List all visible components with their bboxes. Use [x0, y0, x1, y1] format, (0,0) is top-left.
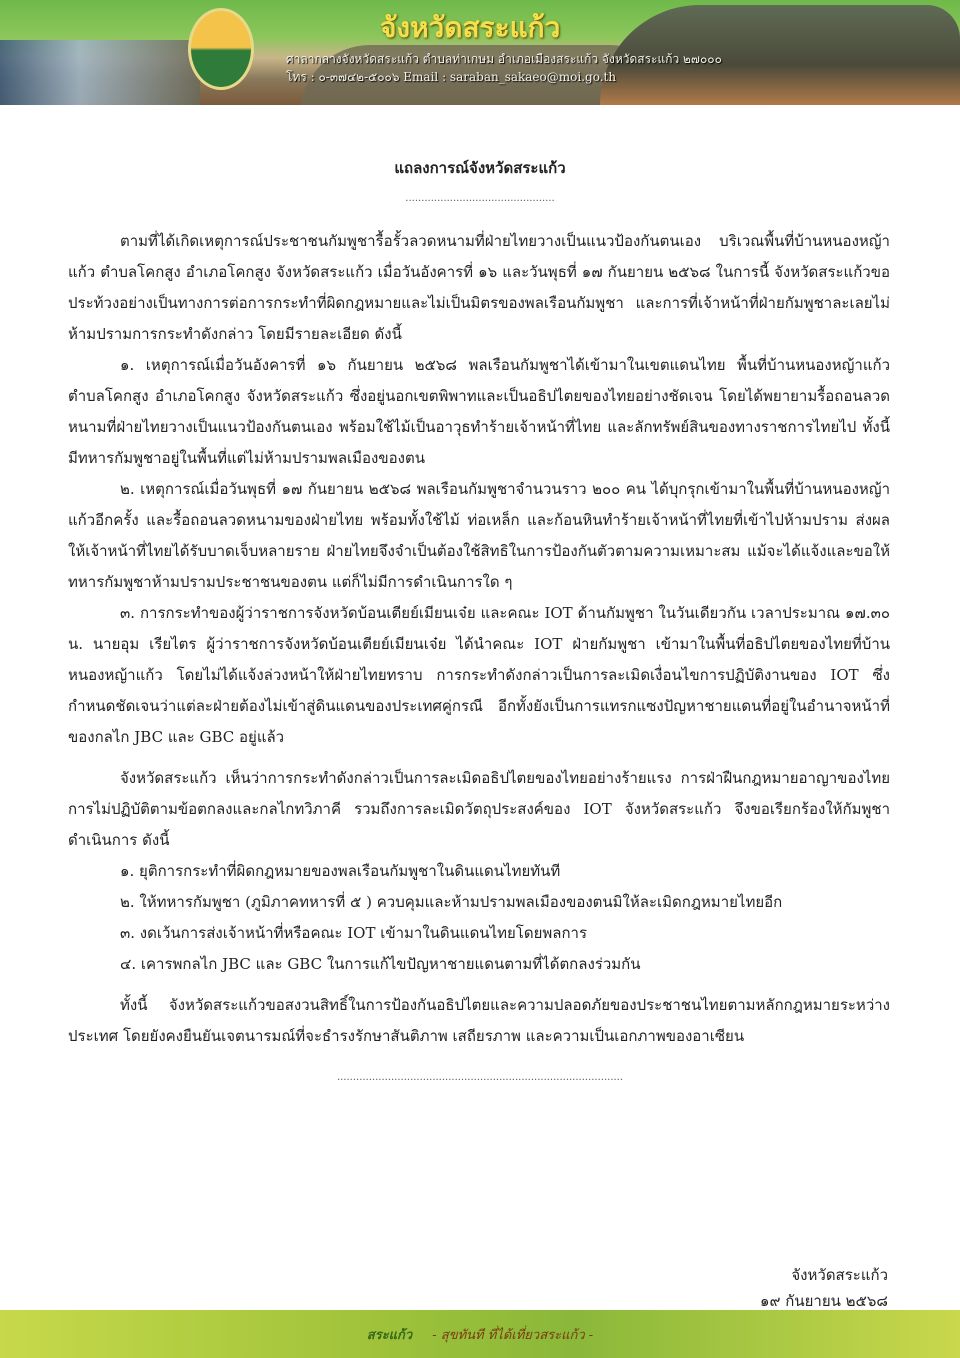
document-title: แถลงการณ์จังหวัดสระแก้ว [394, 159, 566, 177]
demand-3: ๓. งดเว้นการส่งเจ้าหน้าที่หรือคณะ IOT เข้ามาในดินแดนไทยโดยพลการ [120, 924, 588, 942]
footer-slogan: - สุขทันที ที่ได้เที่ยวสระแก้ว - [432, 1327, 594, 1343]
header-banner [0, 0, 960, 105]
document-body [68, 226, 890, 1052]
end-separator: .......................................................................................... [336, 1072, 624, 1083]
signatory: จังหวัดสระแก้ว [791, 1266, 888, 1284]
position-paragraph: จังหวัดสระแก้ว เห็นว่าการกระทำดังกล่าวเป็นการละเมิดอธิปไตยของไทยอย่างร้ายแรง การฝ่าฝืนกฎหมายอาญาของไทย การไม่ปฏิบัติตามข้อตกลงและกลไกทวิภาคี รวมถึงการละเมิดวัตถุประสงค์ของ IOT จังหวัดสระแก้ว จึงขอเรียกร้องให้กัมพูชาดำเนินการ ดังนี้ [68, 769, 890, 849]
title-separator: ............................................... [405, 193, 555, 204]
incident-1: ๑. เหตุการณ์เมื่อวันอังคารที่ ๑๖ กันยายน ๒๕๖๘ พลเรือนกัมพูชาได้เข้ามาในเขตแดนไทย พื้นที่บ้านหนองหญ้าแก้ว ตำบลโคกสูง อำเภอโคกสูง จังหวัดสระแก้ว ซึ่งอยู่นอกเขตพิพาทและเป็นอธิปไตยของไทยอย่างชัดเจน โดยได้พยายามรื้อถอนลวดหนามที่ฝ่ายไทยวางเป็นแนวป้องกันตนเอง พร้อมใช้ไม้เป็นอาวุธทำร้ายเจ้าหน้าที่ไทย และลักทรัพย์สินของทางราชการไทยไป ทั้งนี้ มีทหารกัมพูชาอยู่ในพื้นที่แต่ไม่ห้ามปรามพลเมืองของตน [68, 356, 890, 467]
closing-paragraph: ทั้งนี้ จังหวัดสระแก้วขอสงวนสิทธิ์ในการป้องกันอธิปไตยและความปลอดภัยของประชาชนไทยตามหลักกฎหมายระหว่างประเทศ โดยยังคงยืนยันเจตนารมณ์ที่จะธำรงรักษาสันติภาพ เสถียรภาพ และความเป็นเอกภาพของอาเซียน [68, 996, 890, 1045]
province-name: จังหวัดสระแก้ว [380, 11, 561, 44]
demand-1: ๑. ยุติการกระทำที่ผิดกฎหมายของพลเรือนกัมพูชาในดินแดนไทยทันที [120, 862, 561, 880]
incident-3: ๓. การกระทำของผู้ว่าราชการจังหวัดบ้อนเตียย์เมียนเจ๋ย และคณะ IOT ด้านกัมพูชา ในวันเดียวกัน เวลาประมาณ ๑๗.๓๐ น. นายอุม เรียไตร ผู้ว่าราชการจังหวัดบ้อนเตียย์เมียนเจ๋ย ได้นำคณะ IOT ฝ่ายกัมพูชา เข้ามาในพื้นที่อธิปไตยของไทยที่บ้านหนองหญ้าแก้ว โดยไม่ได้แจ้งล่วงหน้าให้ฝ่ายไทยทราบ การกระทำดังกล่าวเป็นการละเมิดเงื่อนไขการปฏิบัติงานของ IOT ซึ่งกำหนดชัดเจนว่าแต่ละฝ่ายต้องไม่เข้าสู่ดินแดนของประเทศคู่กรณี อีกทั้งยังเป็นการแทรกแซงปัญหาชายแดนที่อยู่ในอำนาจหน้าที่ของกลไก JBC และ GBC อยู่แล้ว [68, 604, 890, 746]
address: ศาลากลางจังหวัดสระแก้ว ตำบลท่าเกษม อำเภอเมืองสระแก้ว จังหวัดสระแก้ว ๒๗๐๐๐ [286, 52, 722, 66]
footer-logo: สระแก้ว [366, 1327, 413, 1343]
province-seal-logo [188, 8, 254, 90]
date: ๑๙ กันยายน ๒๕๖๘ [760, 1292, 888, 1310]
demand-4: ๔. เคารพกลไก JBC และ GBC ในการแก้ไขปัญหาชายแดนตามที่ได้ตกลงร่วมกัน [120, 955, 641, 973]
waterfall-image [0, 40, 200, 105]
incident-2: ๒. เหตุการณ์เมื่อวันพุธที่ ๑๗ กันยายน ๒๕๖๘ พลเรือนกัมพูชาจำนวนราว ๒๐๐ คน ได้บุกรุกเข้ามาในพื้นที่บ้านหนองหญ้าแก้วอีกครั้ง และรื้อถอนลวดหนามของฝ่ายไทย พร้อมทั้งใช้ไม้ ท่อเหล็ก และก้อนหินทำร้ายเจ้าหน้าที่ไทยที่เข้าไปห้ามปราม ส่งผลให้เจ้าหน้าที่ไทยได้รับบาดเจ็บหลายราย ฝ่ายไทยจึงจำเป็นต้องใช้สิทธิในการป้องกันตัวตามความเหมาะสม แม้จะได้แจ้งและขอให้ทหารกัมพูชาห้ามปรามประชาชนของตน แต่ก็ไม่มีการดำเนินการใด ๆ [68, 480, 890, 591]
intro-paragraph: ตามที่ได้เกิดเหตุการณ์ประชาชนกัมพูชารื้อรั้วลวดหนามที่ฝ่ายไทยวางเป็นแนวป้องกันตนเอง บริเวณพื้นที่บ้านหนองหญ้าแก้ว ตำบลโคกสูง อำเภอโคกสูง จังหวัดสระแก้ว เมื่อวันอังคารที่ ๑๖ และวันพุธที่ ๑๗ กันยายน ๒๕๖๘ ในการนี้ จังหวัดสระแก้วขอประท้วงอย่างเป็นทางการต่อการกระทำที่ผิดกฎหมายและไม่เป็นมิตรของพลเรือนกัมพูชา และการที่เจ้าหน้าที่ฝ่ายกัมพูชาละเลยไม่ห้ามปรามการกระทำดังกล่าว โดยมีรายละเอียด ดังนี้ [68, 232, 890, 343]
demand-2: ๒. ให้ทหารกัมพูชา (ภูมิภาคทหารที่ ๕ ) ควบคุมและห้ามปรามพลเมืองของตนมิให้ละเมิดกฎหมายไทยอีก [120, 893, 783, 911]
footer-bar [0, 1310, 960, 1358]
contact-info: โทร : ๐-๓๗๔๒-๕๐๐๖ Email : saraban_sakaeo@moi.go.th [286, 70, 617, 84]
signature-block [760, 1262, 888, 1314]
